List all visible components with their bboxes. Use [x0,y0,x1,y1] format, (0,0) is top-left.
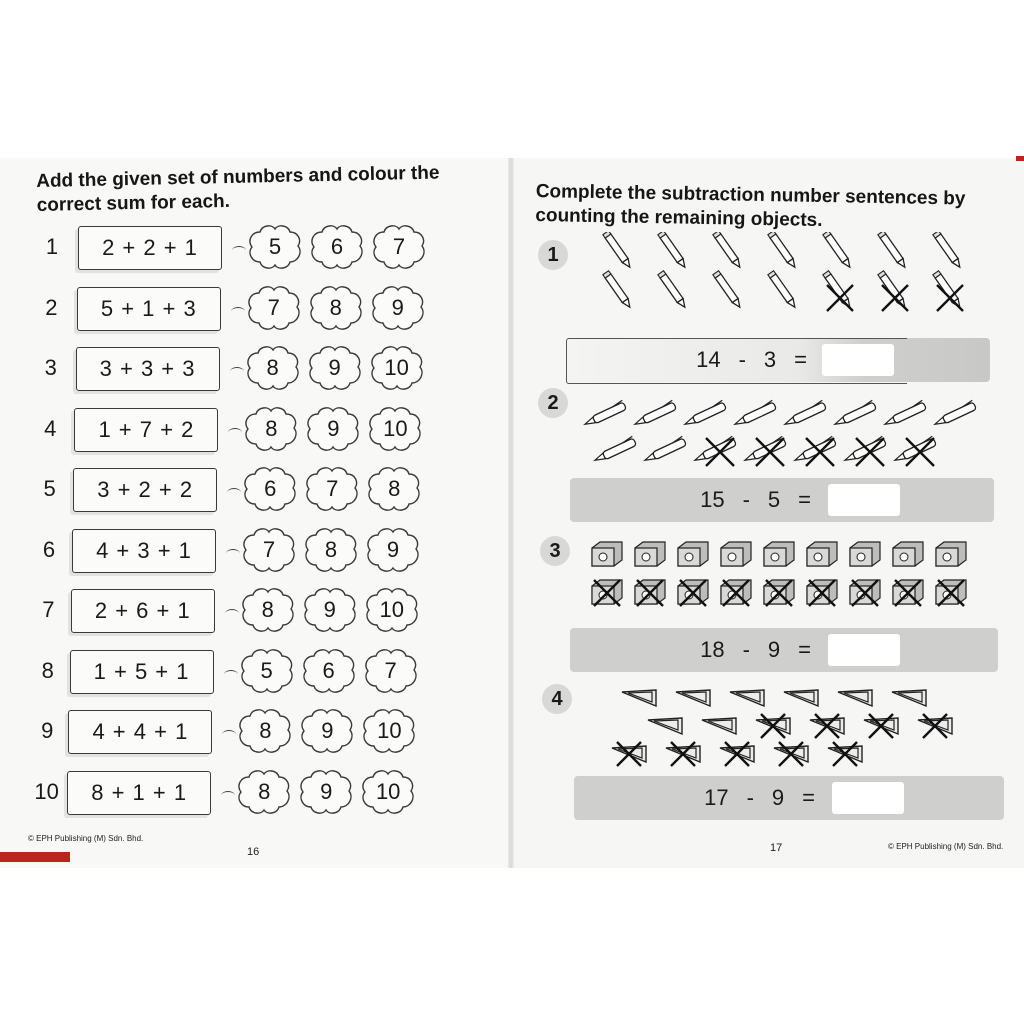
exercise-number: 8 [41,657,54,683]
equation-1 [566,338,816,382]
paper-clip-icon [666,742,700,766]
pen-group [576,392,996,476]
pen-icon [932,400,976,428]
right-instruction: Complete the subtraction number sentences by counting the remaining objects. [535,180,966,232]
minus-sign-1: - [738,347,746,372]
addition-expression: 2 + 2 + 1 [78,226,222,270]
exercise-row [0,283,510,333]
exercise-row [0,767,510,817]
addition-expression: 4 + 4 + 1 [68,710,212,754]
sharpener-icon [807,580,837,606]
minuend-3: 18 [700,637,725,662]
answer-cloud[interactable] [302,525,360,575]
pen-icon [742,436,786,466]
pen-icon [892,436,936,466]
sharpener-icon [850,542,880,566]
pencil-icon [933,232,963,269]
paper-clip-group [608,686,978,776]
answer-box-3[interactable] [828,634,900,666]
cover-corner [1016,156,1024,161]
exercise-row [0,646,510,696]
answer-cloud[interactable] [298,706,356,756]
pen-icon [882,400,926,428]
answer-option: 10 [375,778,401,804]
minuend-2: 15 [700,487,725,512]
answer-cloud[interactable] [365,464,423,514]
addition-expression: 8 + 1 + 1 [67,771,211,815]
pencil-icon [603,232,633,269]
answer-option: 9 [321,718,334,743]
answer-option: 10 [384,355,409,380]
answer-cloud[interactable] [238,646,296,696]
answer-cloud[interactable] [364,525,422,575]
answer-option: 6 [322,657,335,683]
answer-option: 7 [267,294,280,320]
minus-sign-2: - [742,487,750,512]
paper-clip-icon [838,690,872,706]
exercise-number: 2 [45,294,58,320]
paper-clip-icon [730,690,764,706]
answer-option: 7 [262,536,276,562]
connector-line [226,549,240,558]
equals-sign-2: = [798,487,811,512]
exercise-number: 1 [45,234,59,259]
paper-clip-icon [676,690,710,706]
paper-clip-icon [918,714,952,738]
addition-expression: 2 + 6 + 1 [71,589,215,633]
pen-icon [792,436,836,466]
sharpener-icon [893,542,923,566]
pen-icon [832,400,876,428]
answer-option: 6 [330,234,344,259]
left-page-number: 16 [247,846,260,858]
answer-option: 8 [266,355,279,380]
answer-option: 8 [265,415,278,441]
answer-cloud[interactable] [362,646,420,696]
paper-clip-icon [702,718,736,734]
paper-clip-icon [828,742,862,766]
connector-line [221,791,235,800]
answer-option: 10 [377,718,402,743]
sharpener-icon [936,580,966,606]
equals-sign-3: = [798,637,811,662]
answer-cloud[interactable] [359,767,417,817]
pen-icon [732,400,776,428]
answer-cloud[interactable] [300,646,358,696]
answer-option: 8 [261,597,274,622]
answer-cloud[interactable] [239,585,297,635]
addition-expression: 5 + 1 + 3 [77,287,221,331]
paper-clip-icon [784,690,818,706]
connector-line [224,670,238,679]
answer-box-2[interactable] [828,484,900,516]
answer-cloud[interactable] [307,283,365,333]
answer-option: 9 [386,536,400,562]
answer-cloud[interactable] [301,585,359,635]
subtrahend-2: 5 [767,487,781,512]
answer-box-1[interactable] [822,344,894,376]
task-number-1: 1 [538,240,568,270]
exercise-row [0,706,510,756]
answer-cloud[interactable] [366,404,424,454]
paper-clip-icon [622,690,656,706]
answer-cloud[interactable] [304,404,362,454]
answer-cloud[interactable] [369,283,427,333]
answer-cloud[interactable] [303,464,361,514]
sharpener-icon [678,542,708,566]
addition-expression: 3 + 3 + 3 [76,347,220,391]
exercise-number: 5 [43,476,56,501]
exercise-row [0,464,510,514]
minuend-4: 17 [704,785,729,810]
paper-clip-icon [648,718,682,734]
answer-option: 6 [264,476,277,501]
sharpener-group [590,538,990,622]
paper-clip-icon [864,714,898,738]
answer-cloud[interactable] [242,404,300,454]
pencil-icon [823,232,853,269]
equation-4 [574,776,824,820]
paper-clip-icon [774,742,808,766]
pencil-icon [603,271,633,309]
pen-icon [682,400,726,428]
answer-option: 5 [268,234,282,259]
sharpener-icon [635,580,665,606]
equation-band-3 [570,628,998,672]
pen-icon [592,436,636,464]
equals-sign-1: = [794,347,807,372]
paper-clip-icon [612,742,646,766]
connector-line [232,246,246,255]
sharpener-icon [936,542,966,566]
minuend-1: 14 [696,347,721,372]
answer-cloud[interactable] [235,767,293,817]
right-copyright: © EPH Publishing (M) Sdn. Bhd. [888,842,1004,851]
paper-clip-icon [810,714,844,738]
equation-band-4 [574,776,1004,820]
pen-icon [692,436,736,466]
subtrahend-1: 3 [763,347,777,372]
sharpener-icon [592,542,622,566]
answer-cloud[interactable] [240,525,298,575]
pencil-icon [658,232,688,269]
task-number-3: 3 [540,536,570,566]
minus-sign-4: - [746,785,754,810]
pen-icon [842,436,886,466]
exercise-number: 6 [42,536,56,562]
equation-band-2 [570,478,994,522]
pen-icon [632,400,676,428]
exercise-row [0,525,510,575]
answer-box-4[interactable] [832,782,904,814]
pen-icon [782,400,826,428]
task-number-4: 4 [542,684,572,714]
equation-3 [570,628,820,672]
exercise-row [0,585,510,635]
answer-option: 8 [388,476,401,501]
answer-cloud[interactable] [241,464,299,514]
sharpener-icon [893,580,923,606]
pencil-icon [713,271,743,309]
pencil-icon [768,232,798,269]
pencil-icon [878,271,908,311]
minus-sign-3: - [742,637,750,662]
answer-option: 8 [259,718,272,743]
exercise-row [0,343,510,393]
answer-cloud[interactable] [297,767,355,817]
connector-line [230,367,244,376]
answer-option: 5 [260,657,273,683]
exercise-number: 3 [44,355,57,380]
addition-expression: 1 + 7 + 2 [74,408,218,452]
answer-option: 7 [392,234,406,259]
answer-option: 10 [383,415,408,441]
exercise-number: 10 [34,778,59,804]
sharpener-icon [807,542,837,566]
equation-2 [570,478,820,522]
answer-option: 7 [326,476,339,501]
pencil-icon [713,232,743,269]
sharpener-icon [592,580,622,606]
answer-option: 10 [379,597,405,622]
answer-cloud[interactable] [368,343,426,393]
answer-cloud[interactable] [246,222,304,272]
pencil-group [590,232,980,328]
sharpener-icon [764,542,794,566]
answer-option: 8 [258,778,271,804]
sharpener-icon [850,580,880,606]
answer-option: 8 [329,294,342,320]
pencil-icon [768,271,798,309]
answer-cloud[interactable] [308,222,366,272]
paper-clip-icon [756,714,790,738]
cover-edge [0,852,70,862]
subtrahend-3: 9 [767,637,781,662]
pencil-icon [933,271,963,311]
answer-option: 9 [327,415,340,441]
left-instruction: Add the given set of numbers and colour the correct sum for each. [36,162,440,216]
left-copyright: © EPH Publishing (M) Sdn. Bhd. [28,834,144,843]
connector-line [228,428,242,437]
answer-option: 9 [328,355,341,380]
equals-sign-4: = [802,785,815,810]
answer-option: 9 [320,778,333,804]
exercise-number: 7 [42,597,55,622]
answer-cloud[interactable] [370,222,428,272]
pencil-icon [878,232,908,269]
pen-icon [582,400,626,428]
paper-clip-icon [720,742,754,766]
pen-icon [642,436,686,464]
pencil-icon [658,271,688,309]
answer-cloud[interactable] [244,343,302,393]
sharpener-icon [721,580,751,606]
sharpener-icon [764,580,794,606]
connector-line [222,730,236,739]
sharpener-icon [721,542,751,566]
answer-option: 9 [323,597,336,622]
right-page-number: 17 [770,842,783,854]
answer-cloud[interactable] [360,706,418,756]
connector-line [227,488,241,497]
answer-option: 9 [391,294,404,320]
answer-option: 8 [324,536,338,562]
connector-line [225,609,239,618]
answer-cloud[interactable] [236,706,294,756]
task-number-2: 2 [538,388,568,418]
addition-expression: 3 + 2 + 2 [73,468,217,512]
exercise-row [0,404,510,454]
sharpener-icon [678,580,708,606]
paper-clip-icon [892,690,926,706]
equation-band-1 [566,338,990,382]
answer-cloud[interactable] [245,283,303,333]
answer-cloud[interactable] [363,585,421,635]
addition-expression: 4 + 3 + 1 [72,529,216,573]
connector-line [231,307,245,316]
addition-expression: 1 + 5 + 1 [70,650,214,694]
pencil-icon [823,271,853,311]
exercise-number: 9 [41,718,54,743]
subtrahend-4: 9 [771,785,785,810]
exercise-row [0,222,510,272]
sharpener-icon [635,542,665,566]
answer-cloud[interactable] [306,343,364,393]
exercise-number: 4 [44,415,57,441]
answer-option: 7 [384,657,397,683]
